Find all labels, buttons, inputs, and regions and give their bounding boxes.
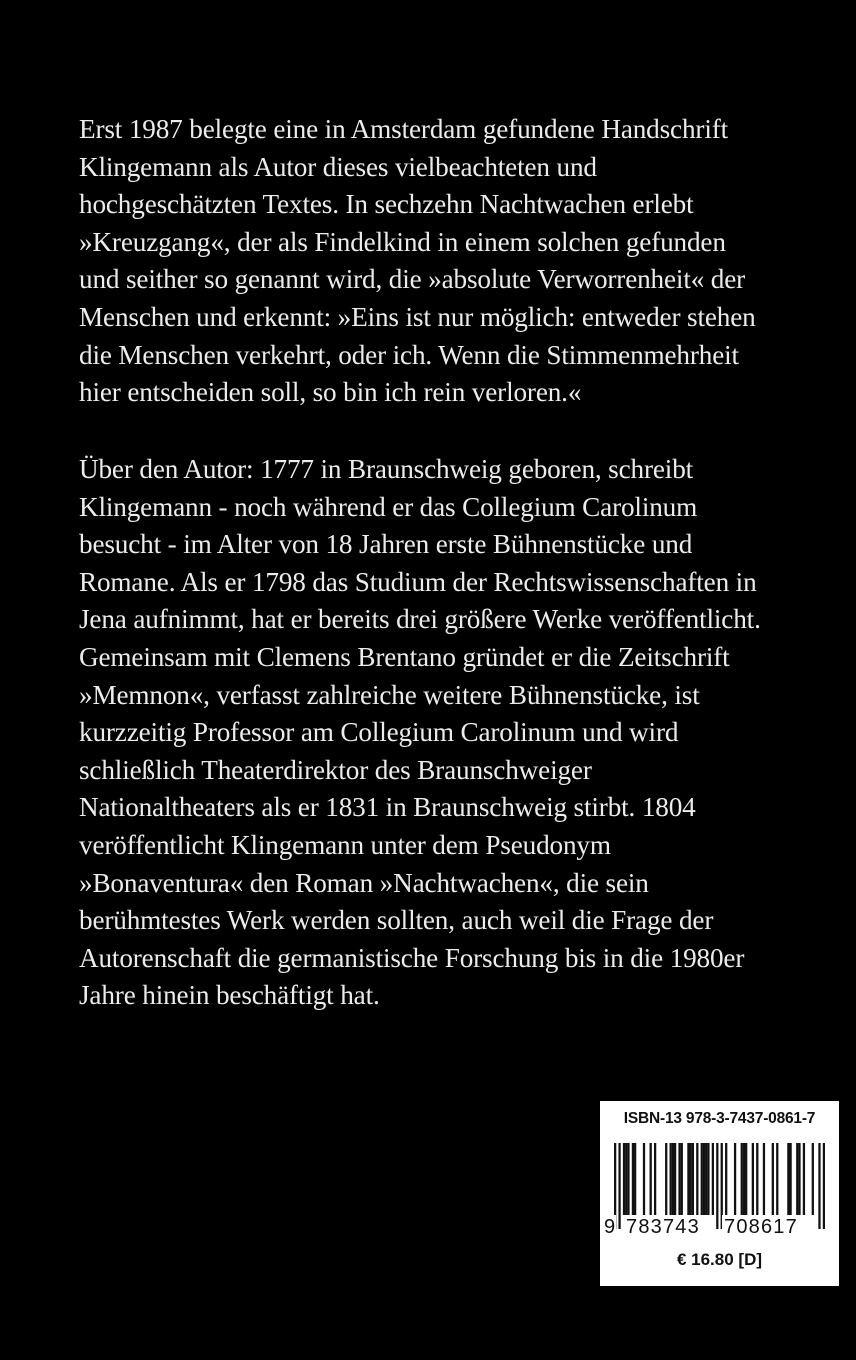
isbn-label: ISBN-13 978-3-7437-0861-7 (623, 1110, 816, 1127)
barcode-bar (712, 1143, 714, 1215)
barcode-digit-left-group: 783743 (626, 1216, 700, 1238)
blurb-line: Menschen und erkennt: »Eins ist nur möglich: entweder stehen (79, 301, 756, 332)
price-label: € 16.80 [D] (676, 1250, 763, 1269)
barcode-bar (690, 1143, 692, 1215)
barcode-bar (745, 1143, 747, 1215)
barcode-bar (823, 1143, 825, 1229)
barcode-bar (812, 1143, 814, 1215)
barcode-bar (796, 1143, 798, 1215)
blurb-line: Klingemann als Autor dieses vielbeachteten und (79, 151, 597, 182)
bio-line: Romane. Als er 1798 das Studium der Rechtswissenschaften in (79, 566, 757, 597)
barcode-bar (634, 1143, 636, 1215)
barcode-bar (772, 1143, 774, 1215)
blurb-line: hochgeschätzten Textes. In sechzehn Nachtwachen erlebt (79, 189, 694, 220)
bio-line: Gemeinsam mit Clemens Brentano gründet er die Zeitschrift (79, 641, 730, 672)
bio-line: veröffentlicht Klingemann unter dem Pseudonym (79, 829, 611, 860)
blurb-line: hier entscheiden soll, so bin ich rein verloren.« (79, 377, 582, 408)
barcode-bar (803, 1143, 805, 1215)
bio-line: Jahre hinein beschäftigt hat. (79, 980, 380, 1011)
blurb-paragraph-summary (79, 111, 799, 412)
blurb-line: Erst 1987 belegte eine in Amsterdam gefundene Handschrift (79, 114, 729, 144)
barcode-digit-right-group: 708617 (724, 1216, 798, 1238)
barcode-bar (763, 1143, 765, 1215)
barcode-bar (776, 1143, 778, 1215)
bio-line: besucht - im Alter von 18 Jahren erste Bühnenstücke und (79, 529, 693, 560)
barcode-bar (650, 1143, 652, 1215)
bio-line: Über den Autor: 1777 in Braunschweig geboren, schreibt (79, 454, 694, 484)
bio-line: kurzzeitig Professor am Collegium Carolinum und wird (79, 717, 679, 748)
bio-line: Klingemann - noch während er das Collegium Carolinum (79, 491, 698, 522)
barcode-bar (681, 1143, 683, 1215)
barcode-bar (725, 1143, 727, 1215)
barcode-bar (716, 1143, 718, 1229)
bio-line: Autorenschaft die germanistische Forschung bis in die 1980er (79, 942, 745, 973)
barcode-bar (741, 1143, 743, 1215)
isbn-barcode-box (600, 1101, 839, 1286)
barcode-bar (623, 1143, 625, 1215)
barcode-bar (743, 1143, 745, 1215)
barcode-bar (678, 1143, 680, 1215)
barcode-bar (734, 1143, 736, 1215)
bio-line: »Memnon«, verfasst zahlreiche weitere Bühnenstücke, ist (79, 679, 700, 710)
barcode-bar (670, 1143, 672, 1215)
barcode-bar (703, 1143, 705, 1215)
barcode-bar (618, 1143, 620, 1229)
barcode-bar (756, 1143, 758, 1215)
bio-line: Jena aufnimmt, hat er bereits drei größere Werke veröffentlicht. (79, 604, 761, 635)
blurb-line: »Kreuzgang«, der als Findelkind in einem solchen gefunden (79, 226, 726, 257)
blurb-line: und seither so genannt wird, die »absolute Verworrenheit« der (79, 264, 746, 295)
barcode-bar (701, 1143, 703, 1215)
barcode-bar (789, 1143, 791, 1215)
blurb-paragraph-author-bio (79, 451, 799, 1015)
barcode-bar (625, 1143, 627, 1215)
barcode-bar (787, 1143, 789, 1215)
barcode-bar (672, 1143, 674, 1215)
barcode-bar (696, 1143, 698, 1215)
barcode-bar (674, 1143, 676, 1215)
barcode-bar (707, 1143, 709, 1215)
barcode-bar (632, 1143, 634, 1215)
barcode-bar (705, 1143, 707, 1215)
barcode-bar (798, 1143, 800, 1215)
bio-line: Nationaltheaters als er 1831 in Braunschweig stirbt. 1804 (79, 792, 696, 823)
barcode-bar (665, 1143, 667, 1215)
bio-line: »Bonaventura« den Roman »Nachtwachen«, die sein (79, 867, 649, 898)
blurb-line: die Menschen verkehrt, oder ich. Wenn die Stimmenmehrheit (79, 339, 739, 370)
barcode-bar (752, 1143, 754, 1215)
barcode-digit-lead: 9 (604, 1216, 617, 1238)
barcode-bar (627, 1143, 629, 1215)
barcode-bar (643, 1143, 645, 1215)
barcode-bar (692, 1143, 694, 1215)
barcode-bar (818, 1143, 820, 1229)
bio-line: schließlich Theaterdirektor des Braunschweiger (79, 754, 592, 785)
barcode-bar (687, 1143, 689, 1215)
barcode-bar (654, 1143, 656, 1215)
bio-line: berühmtestes Werk werden sollten, auch weil die Frage der (79, 905, 714, 936)
